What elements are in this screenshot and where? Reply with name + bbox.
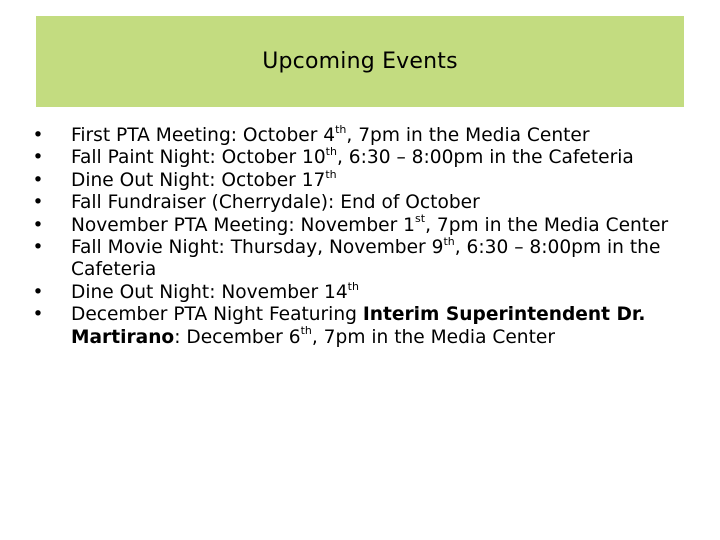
item-text: Dine Out Night: October 17: [71, 169, 326, 191]
list-item: [28, 147, 678, 169]
ordinal-suffix: st: [415, 212, 426, 226]
ordinal-suffix: th: [347, 279, 359, 293]
bullet-icon: •: [32, 281, 44, 303]
list-item: [28, 279, 678, 304]
bullet-icon: •: [32, 147, 44, 169]
list-item: [28, 122, 678, 147]
ordinal-suffix: th: [325, 145, 337, 159]
title-banner: [36, 16, 684, 107]
ordinal-suffix: th: [335, 122, 347, 136]
item-text-tail: , 6:30 – 8:00pm in the Cafeteria: [71, 237, 661, 281]
speaker-name: Interim Superintendent Dr. Martirano: [71, 304, 646, 348]
bullet-icon: •: [32, 237, 44, 259]
list-item: [28, 192, 678, 214]
item-text: First PTA Meeting: October 4: [71, 125, 336, 146]
item-text: November PTA Meeting: November 1: [71, 214, 416, 236]
item-text: Fall Paint Night: October 10: [71, 147, 326, 169]
item-text: Dine Out Night: November 14: [71, 281, 348, 303]
list-item: [28, 304, 678, 349]
list-item: [28, 167, 678, 192]
item-text: Fall Fundraiser (Cherrydale): End of October: [71, 192, 480, 214]
item-text: : December 6: [174, 326, 301, 348]
bullet-icon: •: [32, 192, 44, 214]
list-item: [28, 212, 678, 237]
list-item: [28, 234, 678, 282]
ordinal-suffix: th: [325, 167, 337, 181]
events-list: [28, 122, 678, 349]
item-text-prefix: December PTA Night Featuring: [71, 304, 363, 326]
item-text: Fall Movie Night: Thursday, November 9: [71, 237, 444, 259]
page-title: Upcoming Events: [262, 49, 458, 74]
bullet-icon: •: [32, 169, 44, 191]
item-text-tail: , 7pm in the Media Center: [425, 214, 669, 236]
item-text-tail: , 7pm in the Media Center: [346, 125, 590, 146]
bullet-icon: •: [32, 304, 44, 326]
item-text-tail: , 7pm in the Media Center: [311, 326, 555, 348]
ordinal-suffix: th: [443, 234, 455, 248]
bullet-icon: •: [32, 214, 44, 236]
bullet-icon: •: [32, 125, 44, 146]
ordinal-suffix: th: [300, 324, 312, 338]
item-text-tail: , 6:30 – 8:00pm in the Cafeteria: [336, 147, 634, 169]
